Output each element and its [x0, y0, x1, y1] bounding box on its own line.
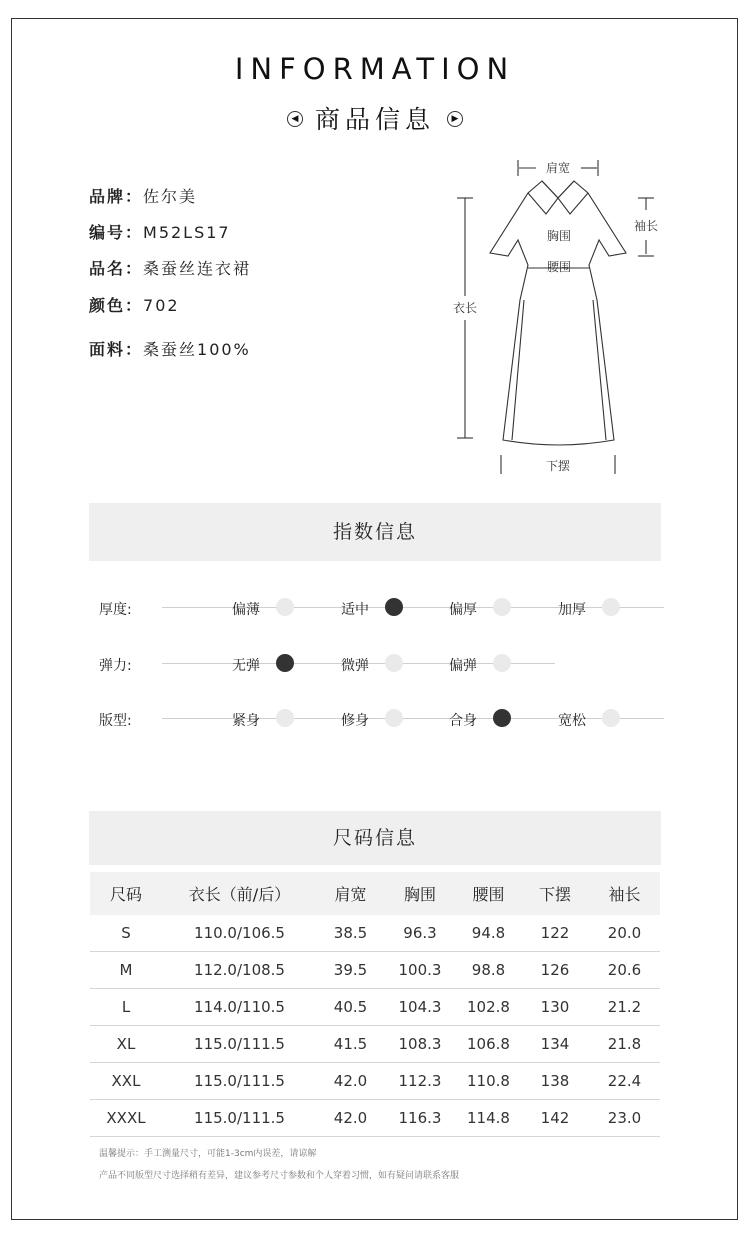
- thickness-option: 适中: [341, 602, 369, 618]
- table-cell: XXL: [90, 1063, 162, 1100]
- elasticity-option: 微弹: [341, 658, 369, 674]
- table-cell: XXXL: [90, 1100, 162, 1137]
- table-row: [90, 952, 660, 989]
- left-arrow-icon: ◀: [287, 111, 303, 127]
- fit-option: 合身: [449, 713, 477, 729]
- table-cell: 41.5: [317, 1026, 384, 1063]
- table-cell: 104.3: [384, 989, 456, 1026]
- thickness-dot: [276, 598, 294, 616]
- title-chinese: [0, 100, 750, 136]
- table-cell: XL: [90, 1026, 162, 1063]
- info-code: 编号：M52LS17: [89, 223, 231, 242]
- label-sleeve: 袖长: [633, 219, 659, 233]
- table-row: [90, 1063, 660, 1100]
- note-fit-advice: 产品不同版型尺寸选择稍有差异，建议参考尺寸参数和个人穿着习惯，如有疑问请联系客服: [99, 1171, 460, 1181]
- table-cell: 102.8: [456, 989, 521, 1026]
- note-measurement: 温馨提示：手工测量尺寸，可能1-3cm内误差，请谅解: [99, 1149, 317, 1159]
- elasticity-option: 无弹: [232, 658, 260, 674]
- column-header: 腰围: [456, 872, 521, 915]
- column-header: 胸围: [384, 872, 456, 915]
- table-cell: 106.8: [456, 1026, 521, 1063]
- label-waist: 腰围: [546, 260, 572, 274]
- table-cell: 114.8: [456, 1100, 521, 1137]
- elasticity-dot-selected: [276, 654, 294, 672]
- table-cell: 22.4: [589, 1063, 660, 1100]
- label-hem: 下摆: [545, 459, 571, 473]
- table-cell: 20.6: [589, 952, 660, 989]
- table-cell: 112.3: [384, 1063, 456, 1100]
- right-arrow-icon: ▶: [447, 111, 463, 127]
- index-label-thickness: 厚度:: [99, 602, 132, 618]
- info-color: 颜色：702: [89, 296, 180, 315]
- size-table: [90, 872, 660, 1137]
- thickness-option: 偏薄: [232, 602, 260, 618]
- table-cell: 40.5: [317, 989, 384, 1026]
- fit-option: 修身: [341, 713, 369, 729]
- column-header: 肩宽: [317, 872, 384, 915]
- table-cell: 23.0: [589, 1100, 660, 1137]
- elasticity-dot: [385, 654, 403, 672]
- info-fabric: 面料：桑蚕丝100%: [89, 340, 251, 359]
- title-english: INFORMATION: [234, 52, 516, 86]
- thickness-option: 偏厚: [449, 602, 477, 618]
- title-chinese-text: 商品信息: [314, 105, 435, 134]
- table-cell: 94.8: [456, 915, 521, 952]
- column-header: 下摆: [521, 872, 589, 915]
- thickness-option: 加厚: [558, 602, 586, 618]
- column-header: 尺码: [90, 872, 162, 915]
- fit-dot-selected: [493, 709, 511, 727]
- table-cell: 21.8: [589, 1026, 660, 1063]
- table-cell: 110.8: [456, 1063, 521, 1100]
- info-brand: 品牌：佐尔美: [89, 187, 198, 206]
- table-cell: 42.0: [317, 1063, 384, 1100]
- table-cell: 110.0/106.5: [162, 915, 317, 952]
- info-name: 品名：桑蚕丝连衣裙: [89, 259, 252, 278]
- elasticity-option: 偏弹: [449, 658, 477, 674]
- table-cell: M: [90, 952, 162, 989]
- table-cell: 108.3: [384, 1026, 456, 1063]
- table-cell: 116.3: [384, 1100, 456, 1137]
- table-cell: 122: [521, 915, 589, 952]
- label-shoulder: 肩宽: [545, 161, 571, 175]
- table-row: [90, 915, 660, 952]
- table-cell: 142: [521, 1100, 589, 1137]
- fit-dot: [602, 709, 620, 727]
- thickness-dot: [493, 598, 511, 616]
- table-cell: 20.0: [589, 915, 660, 952]
- table-row: [90, 989, 660, 1026]
- table-cell: 21.2: [589, 989, 660, 1026]
- table-cell: 114.0/110.5: [162, 989, 317, 1026]
- index-label-fit: 版型:: [99, 713, 132, 729]
- table-cell: S: [90, 915, 162, 952]
- table-cell: 98.8: [456, 952, 521, 989]
- table-cell: 38.5: [317, 915, 384, 952]
- size-table-header: [90, 872, 660, 915]
- table-cell: 115.0/111.5: [162, 1063, 317, 1100]
- table-cell: 126: [521, 952, 589, 989]
- elasticity-dot: [493, 654, 511, 672]
- fit-dot: [385, 709, 403, 727]
- table-cell: 100.3: [384, 952, 456, 989]
- dress-measurement-diagram: [440, 150, 670, 480]
- table-cell: 115.0/111.5: [162, 1026, 317, 1063]
- thickness-dot-selected: [385, 598, 403, 616]
- table-cell: 96.3: [384, 915, 456, 952]
- fit-option: 宽松: [558, 713, 586, 729]
- table-cell: 115.0/111.5: [162, 1100, 317, 1137]
- label-chest: 胸围: [546, 229, 572, 243]
- table-row: [90, 1100, 660, 1137]
- index-title: 指数信息: [89, 503, 661, 561]
- column-header: 衣长（前/后）: [162, 872, 317, 915]
- label-length: 衣长: [452, 301, 478, 315]
- table-cell: 138: [521, 1063, 589, 1100]
- size-title: 尺码信息: [89, 811, 661, 865]
- table-cell: 130: [521, 989, 589, 1026]
- column-header: 袖长: [589, 872, 660, 915]
- index-label-elasticity: 弹力:: [99, 658, 132, 674]
- table-row: [90, 1026, 660, 1063]
- thickness-dot: [602, 598, 620, 616]
- fit-option: 紧身: [232, 713, 260, 729]
- table-cell: 112.0/108.5: [162, 952, 317, 989]
- table-cell: 134: [521, 1026, 589, 1063]
- table-cell: 39.5: [317, 952, 384, 989]
- table-cell: 42.0: [317, 1100, 384, 1137]
- fit-dot: [276, 709, 294, 727]
- table-cell: L: [90, 989, 162, 1026]
